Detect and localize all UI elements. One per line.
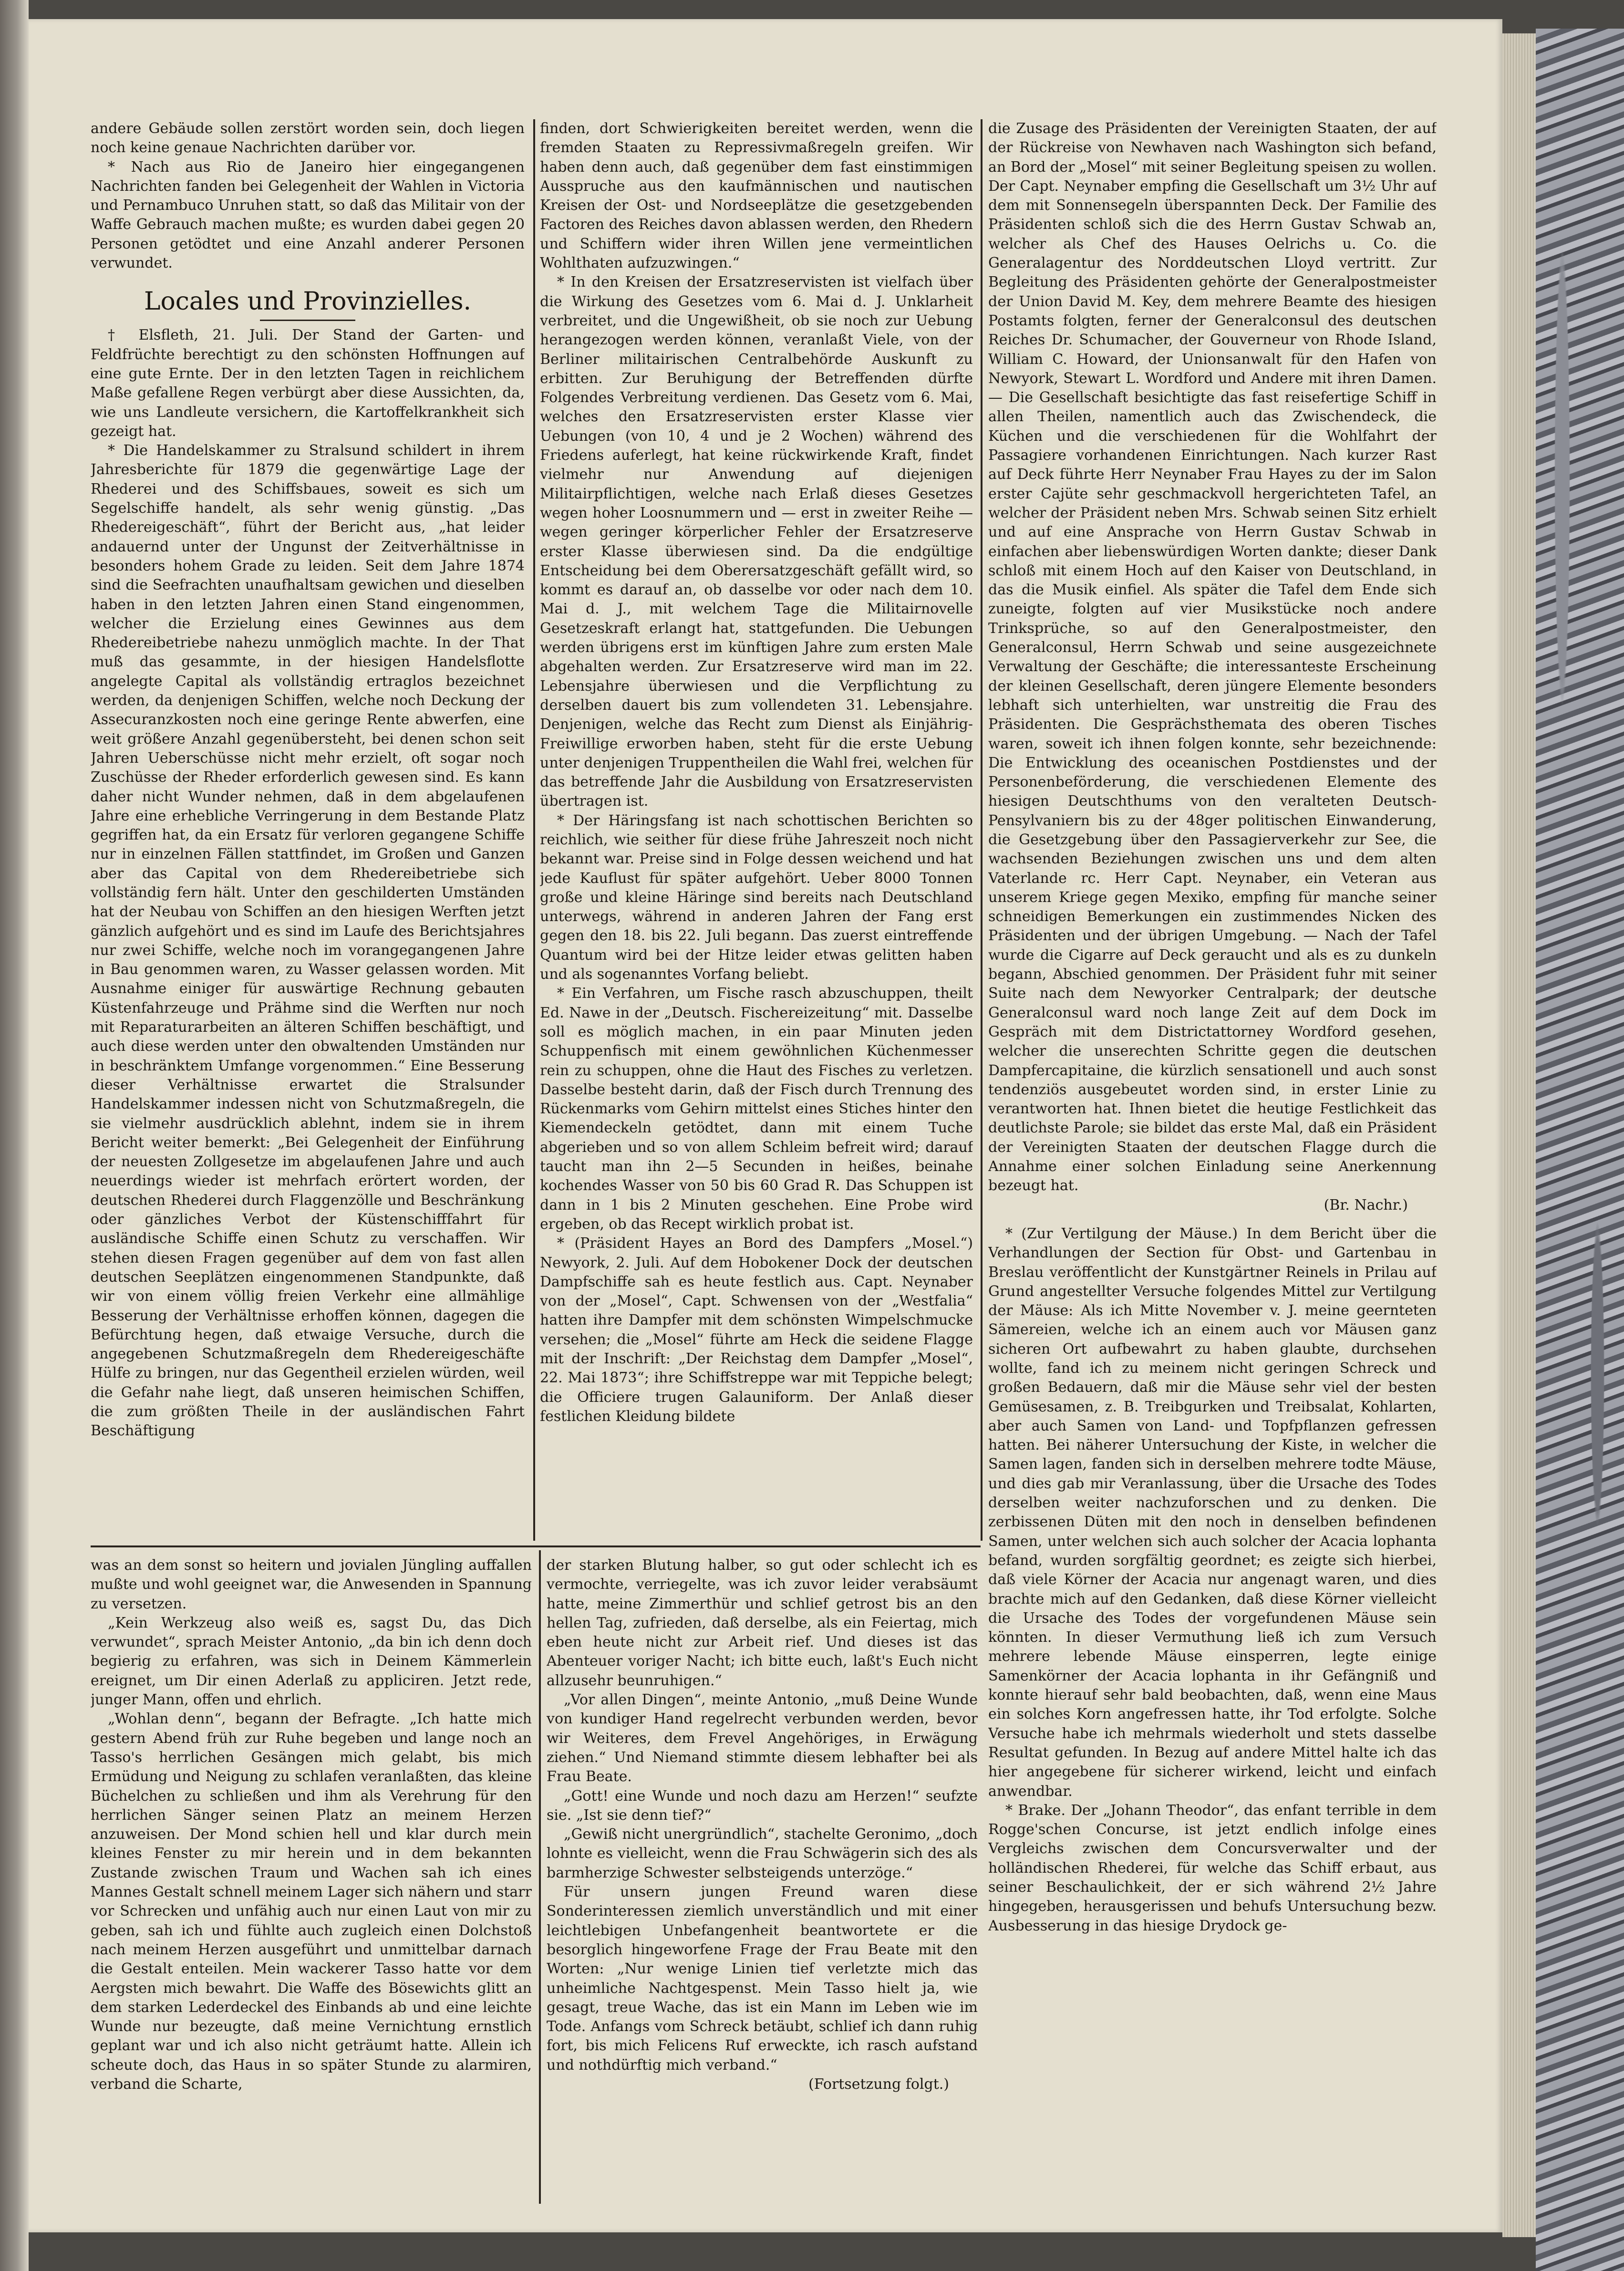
article-paragraph: * (Zur Vertilgung der Mäuse.) In dem Bericht über die Verhandlungen der Section für Obst- und Gartenbau in Breslau veröffentlicht der Kunstgärtner Reinels in Prilau auf Grund angestellter Versuche folgendes Mittel zur Vertilgung der Mäuse: Als ich Mitte November v. J. meine geernteten Sämereien, welche ich an einem auch vor Mäusen ganz sicheren Ort aufbewahrt zu haben glaubte, durchsehen wollte, fand ich zu meinem nicht geringen Schreck und großen Bedauern, daß mir die Mäuse sehr viel der besten Gemüsesamen, z. B. Treibgurken und Treibsalat, Kohlarten, aber auch Samen von Land- und Topfpflanzen gefressen hatten. Bei näherer Untersuchung der Kiste, in welcher die Samen lagen, fanden sich in derselben mehrere todte Mäuse, und dies gab mir Veranlassung, über die Ursache des Todes derselben weiter nachzuforschen und zu denken. Die zerbissenen Düten mit den noch in denselben befindenen Samen, unter welchen sich auch solcher der Acacia lophanta befand, wurden sorgfältig geordnet; es zeigte sich hierbei, daß viele Körner der Acacia nur angenagt waren, und dies brachte mich auf den Gedanken, daß diese Körner vielleicht die Ursache des Todes der vorgefundenen Mäuse sein könnten. In dieser Vermuthung ließ ich zum Versuch mehrere lebende Mäuse einsperren, legte einige Samenkörner der Acacia lophanta in ihr Gefängniß und konnte hierauf sehr bald beobachten, daß, wenn eine Maus ein solches Korn angefressen hatte, ihr Tod erfolgte. Solche Versuche habe ich mehrmals wiederholt und stets dasselbe Resultat gefunden. In Bezug auf andere Mittel halte ich das hier angegebene für sicherer wirkend, leicht und einfach anwendbar.	[988, 1225, 1437, 1800]
title-rule	[260, 320, 355, 321]
story-paragraph: „Kein Werkzeug also weiß es, sagst Du, das Dich verwundet“, sprach Meister Antonio, „da bin ich denn doch begierig zu erfahren, was sich in Deinem Kämmerlein ereignet, um Dir einen Aderlaß zu appliciren. Jetzt rede, junger Mann, offen und ehrlich.	[91, 1614, 532, 1709]
story-paragraph: „Wohlan denn“, begann der Befragte. „Ich hatte mich gestern Abend früh zur Ruhe begeben und lange noch an Tasso's herrlichen Gesängen mich gelabt, bis mich Ermüdung und Neigung zu schlafen veranlaßten, das kleine Büchelchen zu schließen und ihm als Verehrung für den herrlichen Sänger seinen Platz an meinem Herzen anzuweisen. Der Mond schien hell und klar durch mein kleines Fenster zu mir herein und in dem bekannten Zustande zwischen Traum und Wachen sah ich eines Mannes Gestalt schnell meinem Lager sich nähern und starr vor Schrecken und unfähig auch nur einen Laut von mir zu geben, sah ich und fühlte auch zugleich einen Dolchstoß nach meinem Herzen ausgeführt und unmittelbar darnach die Gestalt enteilen. Mein wackerer Tasso hatte vor dem Aergsten mich bewahrt. Die Waffe des Bösewichts glitt an dem starken Lederdeckel des Einbands ab und eine leichte Wunde nur bezeugte, daß meine Vernichtung ernstlich geplant war und ich also nicht geträumt hatte. Allein ich scheute doch, das Haus in so später Stunde zu alarmiren, verband die Scharte,	[91, 1711, 532, 2093]
article-paragraph: * Nach aus Rio de Janeiro hier eingegangenen Nachrichten fanden bei Gelegenheit der Wahlen in Victoria und Pernambuco Unruhen statt, so daß das Militair von der Waffe Gebrauch machen mußte; es wurden dabei gegen 20 Personen getödtet und eine Anzahl anderer Personen verwundet.	[91, 158, 525, 272]
story-paragraph: was an dem sonst so heitern und jovialen Jüngling auffallen mußte und wohl geeignet war, die Anwesenden in Spannung zu versetzen.	[91, 1557, 532, 1612]
column-rule-2	[981, 119, 983, 1541]
column-2	[540, 119, 973, 1536]
column-1	[91, 119, 525, 1536]
article-paragraph: finden, dort Schwierigkeiten bereitet werden, wenn die fremden Staaten zu Repressivmaßregeln greifen. Wir haben denn auch, daß gegenüber dem fast einstimmigen Ausspruche aus den kaufmännischen und nautischen Kreisen der Ost- und Nordseeplätze die gesetzgebenden Factoren des Reiches davon ablassen werden, den Rhedern und Schiffern wider ihren Willen jene vermeintlichen Wohlthaten aufzuzwingen.“	[540, 120, 973, 272]
article-paragraph: * Brake. Der „Johann Theodor“, das enfant terrible in dem Rogge'schen Concurse, ist jetzt endlich infolge eines Vergleichs zwischen dem Concursverwalter und der holländischen Rhederei, für welche das Schiff erbaut, aus seiner Beschaulichkeit, der er sich während 2½ Jahre hingegeben, herausgerissen und behufs Untersuchung bezw. Ausbesserung in das hiesige Drydock ge-	[988, 1802, 1437, 1934]
column-3	[988, 119, 1437, 2204]
continued-notice: (Fortsetzung folgt.)	[808, 2076, 949, 2093]
article-paragraph: † Elsfleth, 21. Juli. Der Stand der Garten- und Feldfrüchte berechtigt zu den schönsten Hoffnungen auf eine gute Ernte. Der in den letzten Tagen in reichlichem Maße gefallene Regen verbürgt aber diese Aussichten, da, wie uns Landleute versichern, die Kartoffelkrankheit sich gezeigt hat.	[91, 327, 525, 440]
story-paragraph: Für unsern jungen Freund waren diese Sonderinteressen ziemlich unverständlich und mit einer leichtlebigen Unbefangenheit beantwortete er die besorglich hingeworfene Frage der Frau Beate mit den Worten: „Nur wenige Linien tief verletzte mich das unheimliche Nachtgespenst. Mein Tasso hielt ja, wie gesagt, treue Wache, das ist ein Mann im Leben wie im Tode. Anfangs vom Schreck betäubt, schlief ich dann ruhig fort, bis mich Felicens Ruf erweckte, ich rasch aufstand und nothdürftig mich verband.“	[547, 1884, 978, 2074]
story-paragraph: „Gott! eine Wunde und noch dazu am Herzen!“ seufzte sie. „Ist sie denn tief?“	[547, 1787, 978, 1824]
article-paragraph: andere Gebäude sollen zerstört worden sein, doch liegen noch keine genaue Nachrichten darüber vor.	[91, 120, 525, 156]
article-paragraph: * Der Häringsfang ist nach schottischen Berichten so reichlich, wie seither für diese frühe Jahreszeit noch nicht bekannt war. Preise sind in Folge dessen weichend und hat jede Kauflust für später aufgehört. Ueber 8000 Tonnen große und kleine Häringe sind bereits nach Deutschland unterwegs, während in anderen Jahren der Fang erst gegen den 18. bis 22. Juli begann. Das zuerst eintreffende Quantum wird bei der Hitze leider etwas gelitten haben und als sogenanntes Vorfang beliebt.	[540, 812, 973, 983]
feuilleton-column-1	[91, 1556, 532, 2205]
source-credit: (Br. Nachr.)	[1324, 1196, 1408, 1213]
section-title: Locales und Provinzielles.	[144, 287, 472, 316]
feuilleton-column-2	[547, 1556, 978, 2205]
story-paragraph: „Vor allen Dingen“, meinte Antonio, „muß Deine Wunde von kundiger Hand regelrecht verbunden werden, bevor wir Weiteres, dem Frevel Angehöriges, in Erwägung ziehen.“ Und Niemand stimmte diesem lebhafter bei als Frau Beate.	[547, 1691, 978, 1785]
story-paragraph: der starken Blutung halber, so gut oder schlecht ich es vermochte, verriegelte, was ich zuvor leider verabsäumt hatte, meine Zimmerthür und schlief getrost bis an den hellen Tag, zufrieden, daß derselbe, als ein Feiertag, mich eben heute nicht zur Arbeit rief. Und dieses ist das Abenteuer voriger Nacht; ich bitte euch, laßt's Euch nicht allzusehr beunruhigen.“	[547, 1557, 978, 1689]
article-paragraph: * Ein Verfahren, um Fische rasch abzuschuppen, theilt Ed. Nawe in der „Deutsch. Fischereizeitung“ mit. Dasselbe soll es möglich machen, in ein paar Minuten jeden Schuppenfisch mit einem gewöhnlichen Küchenmesser rein zu schuppen, ohne die Haut des Fisches zu verletzen. Dasselbe besteht darin, daß der Fisch durch Trennung des Rückenmarks vom Gehirn mittelst eines Stiches hinter den Kiemendeckeln getödtet, dann mit einem Tuche abgerieben und so von allem Schleim befreit wird; darauf taucht man ihn 2—5 Secunden in heißes, beinahe kochendes Wasser von 50 bis 60 Grad R. Das Schuppen ist dann in 1 bis 2 Minuten geschehen. Eine Probe wird ergeben, ob das Recept wirklich probat ist.	[540, 985, 973, 1233]
article-paragraph: die Zusage des Präsidenten der Vereinigten Staaten, der auf der Rückreise von Newhaven nach Washington sich befand, an Bord der „Mosel“ mit seiner Begleitung speisen zu wollen. Der Capt. Neynaber empfing die Gesellschaft um 3½ Uhr auf dem mit Sonnensegeln überspannten Deck. Der Familie des Präsidenten schloß sich die des Herrn Gustav Schwab an, welcher als Chef des Hauses Oelrichs u. Co. die Generalagentur des Norddeutschen Lloyd vertritt. Zur Begleitung des Präsidenten gehörte der Generalpostmeister der Union David M. Key, dem mehrere Beamte des hiesigen Postamts folgten, ferner der Generalconsul des deutschen Reiches Dr. Schumacher, der Gouverneur von Rhode Island, William C. Howard, der Unionsanwalt für den Hafen von Newyork, Stewart L. Wordford und Andere mit ihren Damen. — Die Gesellschaft besichtigte das fast reisefertige Schiff in allen Theilen, namentlich auch das Zwischendeck, die Küchen und die verschiedenen für die Wohlfahrt der Passagiere vorhandenen Einrichtungen. Nach kurzer Rast auf Deck führte Herr Neynaber Frau Hayes zu der im Salon erster Cajüte sehr geschmackvoll hergerichteten Tafel, an welcher der Präsident neben Mrs. Schwab seinen Sitz erhielt und auf eine Ansprache von Herrn Gustav Schwab in einfachen aber liebenswürdigen Worten dankte; dieser Dank schloß mit einem Hoch auf den Kaiser von Deutschland, in das die Musik einfiel. Als später die Tafel dem Ende sich zuneigte, folgten auf vier Musikstücke noch andere Trinksprüche, so auf den Generalpostmeister, den Generalconsul, Herrn Schwab und seine ausgezeichnete Verwaltung der Geschäfte; die interessanteste Erscheinung der kleinen Gesellschaft, deren jüngere Elemente besonders lebhaft sich unterhielten, war unstreitig die Frau des Präsidenten. Die Gesprächsthemata des oberen Tisches waren, soweit ich ihnen folgen konnte, sehr bezeichnende: Die Entwicklung des oceanischen Postdienstes und der Personenbeförderung, die verschiedenen Elemente des hiesigen Deutschthums von den veralteten Deutsch-Pensylvaniern bis zu der 48ger politischen Einwanderung, die Gesetzgebung über den Passagierverkehr zur See, die wachsenden Beziehungen zwischen uns und dem alten Vaterlande rc. Herr Capt. Neynaber, ein Veteran aus unserem Kriege gegen Mexiko, empfing für manche seiner schneidigen Bemerkungen ein zustimmendes Nicken des Präsidenten und der übrigen Umgebung. — Nach der Tafel wurde die Cigarre auf Deck geraucht und als es zu dunkeln begann, Abschied genommen. Der Präsident fuhr mit seiner Suite nach dem Newyorker Centralpark; der deutsche Generalconsul ward noch lange Zeit auf dem Dock im Gespräch mit dem Districtattorney Wordford gesehen, welcher die unserechten Schritte gegen die deutschen Dampfercapitaine, die kürzlich sensationell und auch sonst tendenziös ausgebeutet worden sind, in erster Linie zu verantworten hat. Ihnen bietet die heutige Festlichkeit das deutlichste Parole; sie bildet das erste Mal, daß ein Präsident der Vereinigten Staaten der deutschen Flagge durch die Annahme einer solchen Einladung seine Anerkennung bezeugt hat.	[988, 120, 1437, 1194]
page-stack-edge	[1502, 33, 1536, 2237]
feuilleton-rule	[91, 1545, 981, 1547]
column-rule-1	[533, 119, 535, 1541]
marbled-book-cover	[1536, 29, 1624, 2271]
book-gutter	[0, 0, 29, 2271]
article-paragraph: * (Präsident Hayes an Bord des Dampfers „Mosel.“) Newyork, 2. Juli. Auf dem Hobokener Dock der deutschen Dampfschiffe sah es heute festlich aus. Capt. Neynaber von der „Mosel“, Capt. Schwensen von der „Westfalia“ hatten ihre Dampfer mit dem schönsten Wimpelschmucke versehen; die „Mosel“ führte am Heck die seidene Flagge mit der Inschrift: „Der Reichstag dem Dampfer „Mosel“, 22. Mai 1873“; ihre Schiffstreppe war mit Teppiche belegt; die Officiere trugen Galauniform. Der Anlaß dieser festlichen Kleidung bildete	[540, 1235, 973, 1425]
article-paragraph: * Die Handelskammer zu Stralsund schildert in ihrem Jahresberichte für 1879 die gegenwärtige Lage der Rhederei und des Schiffsbaues, soweit es sich um Segelschiffe handelt, als sehr wenig günstig. „Das Rhedereigeschäft“, führt der Bericht aus, „hat leider andauernd unter der Ungunst der Zeitverhältnisse in besonders hohem Grade zu leiden. Seit dem Jahre 1874 sind die Seefrachten unaufhaltsam gewichen und dieselben haben in den letzten Jahren einen Stand eingenommen, welcher die Erzielung eines Gewinnes aus dem Rhedereibetriebe nahezu unmöglich machte. In der That muß das gesammte, in der hiesigen Handelsflotte angelegte Capital als vollständig ertraglos bezeichnet werden, da denjenigen Schiffen, welche noch Deckung der Assecuranzkosten noch eine geringe Rente abwerfen, eine weit größere Anzahl gegenübersteht, bei denen schon seit Jahren Ueberschüsse nicht mehr erzielt, oft sogar noch Zuschüsse der Rheder erforderlich gewesen sind. Es kann daher nicht Wunder nehmen, daß in dem abgelaufenen Jahre eine erhebliche Verringerung in dem Bestande Platz gegriffen hat, da ein Ersatz für verloren gegangene Schiffe nur in einzelnen Fällen stattfindet, im Großen und Ganzen aber das Capital von dem Rhedereibetriebe sich vollständig fern hält. Unter den geschilderten Umständen hat der Neubau von Schiffen an den hiesigen Werften jetzt gänzlich aufgehört und es sind im Laufe des Berichtsjahres nur zwei Schiffe, welche noch im vorangegangenen Jahre in Bau genommen waren, zu Wasser gelassen worden. Mit Ausnahme einiger für auswärtige Rechnung gebauten Küstenfahrzeuge und Prähme sind die Werften nur noch mit Reparaturarbeiten an älteren Schiffen beschäftigt, und auch diese werden unter den obwaltenden Umständen nur in beschränktem Umfange vorgenommen.“ Eine Besserung dieser Verhältnisse erwartet die Stralsunder Handelskammer indessen nicht von Schutzmaßregeln, die sie vielmehr ausdrücklich ablehnt, indem sie in ihrem Bericht weiter bemerkt: „Bei Gelegenheit der Einführung der neuesten Zollgesetze im abgelaufenen Jahre und auch neuerdings wieder ist mehrfach erörtert worden, der deutschen Rhederei durch Flaggenzölle und Beschränkung oder gänzliches Verbot der Küstenschifffahrt für ausländische Schiffe einen Schutz zu verschaffen. Wir stehen diesen Fragen gegenüber auf dem von fast allen deutschen Seeplätzen eingenommenen Standpunkte, daß wir von einem völlig freien Verkehr eine allmählige Besserung der Verhältnisse erhoffen können, dagegen die Befürchtung hegen, daß etwaige Versuche, durch die angegebenen Schutzmaßregeln dem Rhedereigeschäfte Hülfe zu bringen, nur das Gegentheil erzielen würden, weil die Gefahr nahe liegt, daß unseren heimischen Schiffen, die zum größten Theile in der ausländischen Fahrt Beschäftigung	[91, 442, 525, 1440]
feuilleton-column-rule	[539, 1550, 541, 2204]
article-paragraph: * In den Kreisen der Ersatzreservisten ist vielfach über die Wirkung des Gesetzes vom 6. Mai d. J. Unklarheit verbreitet, und die Ungewißheit, ob sie noch zur Uebung herangezogen werden können, veranlaßt Viele, von der Berliner militairischen Centralbehörde Auskunft zu erbitten. Zur Beruhigung der Betreffenden dürfte Folgendes Verbreitung verdienen. Das Gesetz vom 6. Mai, welches den Ersatzreservisten erster Klasse vier Uebungen (von 10, 4 und je 2 Wochen) während des Friedens auferlegt, hat keine rückwirkende Kraft, findet vielmehr nur Anwendung auf diejenigen Militairpflichtigen, welche nach Erlaß dieses Gesetzes wegen hoher Loosnummern und — erst in zweiter Reihe — wegen geringer körperlicher Fehler der Ersatzreserve erster Klasse überwiesen sind. Da die endgültige Entscheidung bei dem Oberersatzgeschäft gefällt wird, so kommt es darauf an, ob dasselbe vor oder nach dem 10. Mai d. J., mit welchem Tage die Militairnovelle Gesetzeskraft erlangt hat, stattgefunden. Die Uebungen werden übrigens erst im künftigen Jahre zum ersten Male abgehalten werden. Zur Ersatzreserve wird man im 22. Lebensjahre überwiesen und die Verpflichtung zu derselben dauert bis zum vollendeten 31. Lebensjahre. Denjenigen, welche das Recht zum Dienst als Einjährig-Freiwillige erworben haben, steht für die erste Uebung unter denjenigen Truppentheilen die Wahl frei, welchen für das betreffende Jahr die Ausbildung von Ersatzreservisten übertragen ist.	[540, 274, 973, 810]
story-paragraph: „Gewiß nicht unergründlich“, stachelte Geronimo, „doch lohnte es vielleicht, wenn die Frau Schwägerin sich des als barmherzige Schwester selbsteigends unterzöge.“	[547, 1826, 978, 1881]
